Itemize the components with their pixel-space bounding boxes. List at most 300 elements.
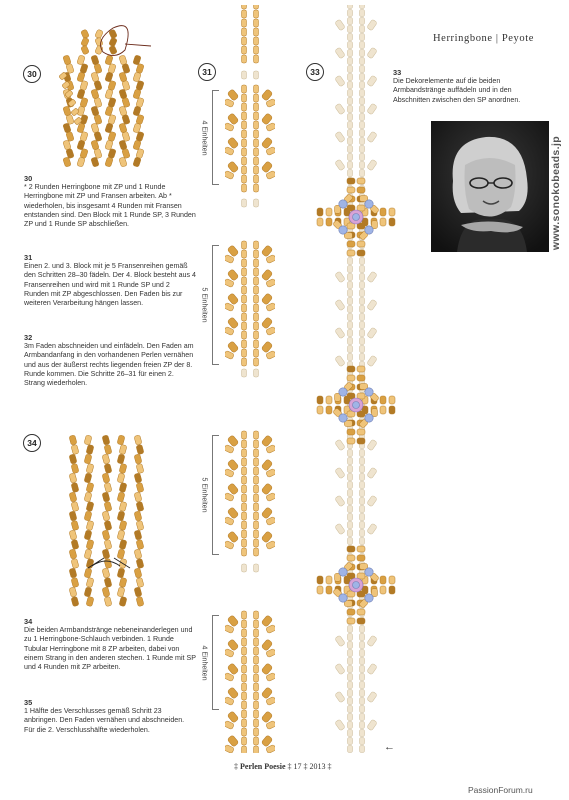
spine-bead [242, 521, 247, 529]
spine-bead [254, 710, 259, 718]
bead [84, 568, 92, 578]
crystal-bead [365, 226, 373, 234]
fringe-bead [227, 531, 239, 543]
fringe-bead [227, 137, 239, 149]
spine-bead [254, 286, 259, 294]
spine-bead [254, 503, 259, 511]
crystal-bead [339, 226, 347, 234]
spine-bead [254, 629, 259, 637]
fringe-bead [261, 615, 273, 627]
strand-bead [360, 282, 365, 289]
spine-bead [242, 157, 247, 165]
crystal-bead [365, 388, 373, 396]
strand-bead [360, 258, 365, 265]
strand-bead [348, 346, 353, 353]
strand-bead [348, 114, 353, 121]
spine-bead [242, 665, 247, 673]
bead [69, 530, 77, 540]
fringe-bead [367, 47, 378, 59]
step-marker-33: 33 [306, 63, 324, 81]
spine-bead [242, 148, 247, 156]
strand-bead [348, 282, 353, 289]
spine-bead [254, 37, 259, 45]
fringe-bead [261, 639, 273, 651]
strand-bead [348, 474, 353, 481]
strand-bead [360, 346, 365, 353]
strand-bead [348, 338, 353, 345]
fringe-bead [367, 19, 378, 31]
strand-bead [348, 522, 353, 529]
strand-bead [360, 634, 365, 641]
bead [109, 37, 118, 47]
strand-bead [360, 66, 365, 73]
strand-bead [348, 498, 353, 505]
spine-bead [254, 241, 259, 249]
strand-bead [348, 514, 353, 521]
decor-bead [326, 586, 332, 594]
strand-bead [360, 714, 365, 721]
spine-bead [242, 611, 247, 619]
spine-bead [242, 184, 247, 192]
crystal-bead [339, 388, 347, 396]
bead [119, 520, 127, 530]
spine-bead [242, 683, 247, 691]
spine-bead [254, 692, 259, 700]
seed-bead [242, 369, 247, 377]
fringe-bead [335, 131, 346, 143]
decor-bead [326, 396, 332, 404]
fringe-bead [335, 495, 346, 507]
strand-bead [348, 122, 353, 129]
spine-bead [242, 250, 247, 258]
spine-bead [254, 485, 259, 493]
spine-bead [242, 5, 247, 9]
spine-bead [242, 268, 247, 276]
bead [84, 549, 92, 559]
bead [86, 539, 94, 549]
strand-bead [348, 266, 353, 273]
decor-bead [317, 396, 323, 404]
issue-year: 2013 [309, 762, 326, 771]
fringe-bead [367, 271, 378, 283]
strand-bead [360, 146, 365, 153]
spine-bead [254, 539, 259, 547]
spine-bead [242, 701, 247, 709]
spine-bead [254, 638, 259, 646]
fringe-bead [367, 355, 378, 367]
bead [119, 463, 127, 473]
bead [134, 492, 142, 502]
fringe-bead [335, 47, 346, 59]
strand-bead [360, 506, 365, 513]
bead [134, 435, 142, 445]
fringe-bead [335, 467, 346, 479]
fringe-bead [261, 459, 273, 471]
bead [71, 482, 79, 492]
spine-bead [242, 313, 247, 321]
spine-bead [254, 737, 259, 745]
bead [84, 530, 92, 540]
bead [134, 454, 142, 464]
step-marker-34: 34 [23, 434, 41, 452]
seed-bead [254, 369, 259, 377]
strand-bead [360, 5, 365, 9]
step-33-text: 33 Die Dekorelemente auf die beiden Armbandstränge auffädeln und in den Abschnitten zwischen den SP anordnen. [393, 68, 521, 104]
strand-bead [360, 18, 365, 25]
spine-bead [254, 259, 259, 267]
strand-bead [360, 130, 365, 137]
fringe-bead [261, 341, 273, 353]
spine-bead [254, 10, 259, 18]
strand-bead [348, 466, 353, 473]
bead [117, 473, 125, 483]
strand-bead [348, 146, 353, 153]
fringe-bead [335, 103, 346, 115]
spine-bead [242, 241, 247, 249]
bead [134, 530, 142, 540]
strand-bead [360, 74, 365, 81]
spine-bead [242, 55, 247, 63]
strand-bead [360, 10, 365, 17]
step-marker-31: 31 [198, 63, 216, 81]
bead [86, 596, 94, 606]
fringe-bead [335, 271, 346, 283]
strand-bead [348, 738, 353, 745]
seed-bead [254, 564, 259, 572]
strand-bead [360, 274, 365, 281]
bead [69, 492, 77, 502]
spine-bead [254, 184, 259, 192]
strand-bead [360, 738, 365, 745]
spine-bead [254, 268, 259, 276]
spine-bead [242, 692, 247, 700]
strand-bead [360, 154, 365, 161]
fringe-bead [335, 719, 346, 731]
fringe-bead [261, 245, 273, 257]
fringe-bead [227, 161, 239, 173]
spine-bead [254, 5, 259, 9]
fringe-bead [227, 711, 239, 723]
decor-bead [357, 438, 365, 444]
bead [117, 549, 125, 559]
spine-bead [254, 674, 259, 682]
bead [84, 511, 92, 521]
strand-bead [348, 658, 353, 665]
strand-bead [348, 730, 353, 737]
decor-bead [389, 396, 395, 404]
spine-bead [242, 647, 247, 655]
step-31-text: 31 Einen 2. und 3. Block mit je 5 Fransenreihen gemäß den Schritten 28–30 fädeln. Der 4. Block besteht aus 4 Fransenreihen und wird mit 1 Runde SP und 2 Runden mit ZP abgeschlossen. Den Faden bis zur weiteren Verarbeitung hängen lassen. [24, 253, 196, 308]
fringe-bead [261, 293, 273, 305]
bead [119, 482, 127, 492]
spine-bead [242, 485, 247, 493]
spine-bead [242, 620, 247, 628]
bead [84, 587, 92, 597]
author-photo [431, 121, 549, 252]
spine-bead [254, 665, 259, 673]
strand-bead [360, 122, 365, 129]
spine-bead [254, 656, 259, 664]
fringe-bead [335, 663, 346, 675]
strand-bead [348, 138, 353, 145]
bead [71, 444, 79, 454]
bead [71, 463, 79, 473]
strand-bead [360, 314, 365, 321]
bead [86, 520, 94, 530]
spine-bead [242, 467, 247, 475]
spine-bead [242, 746, 247, 753]
strand-bead [348, 58, 353, 65]
bead [117, 568, 125, 578]
spine-bead [254, 112, 259, 120]
strand-bead [360, 682, 365, 689]
decor-bead [380, 218, 386, 226]
bead [69, 568, 77, 578]
seed-bead [242, 71, 247, 79]
fringe-bead [261, 269, 273, 281]
spine-bead [242, 37, 247, 45]
fringe-bead [367, 131, 378, 143]
strand-bead [348, 530, 353, 537]
strand-bead [360, 98, 365, 105]
bead [109, 45, 118, 55]
center-crystal [353, 582, 360, 589]
decor-bead [347, 187, 355, 193]
strand-bead [348, 354, 353, 361]
page-footer: ‡ Perlen Poesie ‡ 17 ‡ 2013 ‡ [234, 762, 332, 771]
bead [104, 444, 112, 454]
spine-bead [242, 103, 247, 111]
strand-bead [360, 138, 365, 145]
bead [71, 558, 79, 568]
strand-bead [348, 650, 353, 657]
bead [69, 435, 77, 445]
bead [71, 501, 79, 511]
spine-bead [242, 19, 247, 27]
decor-bead [357, 178, 365, 184]
fringe-bead [261, 317, 273, 329]
strand-bead [348, 74, 353, 81]
bead [136, 577, 144, 587]
fringe-bead [367, 299, 378, 311]
strand-bead [348, 690, 353, 697]
spine-bead [254, 250, 259, 258]
spine-bead [242, 728, 247, 736]
bead [84, 435, 92, 445]
spine-bead [242, 512, 247, 520]
decor-bead [317, 218, 323, 226]
fringe-bead [261, 483, 273, 495]
bead [136, 501, 144, 511]
spine-bead [254, 728, 259, 736]
strand-bead [360, 306, 365, 313]
fringe-bead [261, 687, 273, 699]
unit-label: 5 Einheiten [200, 287, 208, 323]
strand-bead [360, 338, 365, 345]
bead [86, 444, 94, 454]
spine-bead [242, 530, 247, 538]
bead [84, 473, 92, 483]
strand-bead [360, 522, 365, 529]
strand-bead [360, 322, 365, 329]
strand-bead [360, 458, 365, 465]
strand-bead [360, 474, 365, 481]
unit-bracket [212, 90, 219, 185]
spine-bead [242, 139, 247, 147]
step-30-text: 30 * 2 Runden Herringbone mit ZP und 1 Runde Herringbone mit ZP und Fransen arbeiten. Ab * wiederholen, bis insgesamt 4 Runden mit Fransen entstanden sind. Den Block mit 1 Runde SP, 3 Runden ZP und 1 Runde SP abschließen. [24, 174, 196, 229]
strand-bead [348, 274, 353, 281]
strand-bead [348, 490, 353, 497]
crystal-bead [339, 200, 347, 208]
strand-bead [348, 714, 353, 721]
decor-bead [357, 250, 365, 256]
spine-bead [254, 548, 259, 556]
strand-bead [360, 466, 365, 473]
strand-bead [360, 26, 365, 33]
fringe-bead [335, 75, 346, 87]
beadwork-diagram-34 [58, 432, 156, 614]
step-marker-30: 30 [23, 65, 41, 83]
decor-bead [347, 366, 355, 372]
decor-bead [357, 429, 365, 435]
fringe-bead [367, 691, 378, 703]
fringe-bead [227, 341, 239, 353]
decor-bead [389, 208, 395, 216]
decor-bead [347, 609, 355, 615]
bead [136, 463, 144, 473]
decor-bead [347, 241, 355, 247]
spine-bead [254, 458, 259, 466]
spine-bead [254, 340, 259, 348]
bead [81, 37, 90, 47]
bead [81, 29, 90, 39]
strand-bead [360, 58, 365, 65]
spine-bead [254, 157, 259, 165]
fringe-bead [227, 269, 239, 281]
strand-bead [360, 690, 365, 697]
bead [102, 587, 110, 597]
fringe-bead [335, 691, 346, 703]
spine-bead [242, 638, 247, 646]
fringe-bead [367, 103, 378, 115]
bead [119, 577, 127, 587]
strand-bead [348, 258, 353, 265]
bead [69, 587, 77, 597]
spine-bead [254, 130, 259, 138]
bead [102, 473, 110, 483]
bead [71, 596, 79, 606]
bead [104, 539, 112, 549]
seed-bead [242, 564, 247, 572]
decor-bead [389, 576, 395, 584]
bead [86, 463, 94, 473]
bead [81, 45, 90, 55]
spine-bead [242, 259, 247, 267]
spine-bead [254, 46, 259, 54]
fringe-bead [261, 113, 273, 125]
center-crystal [353, 402, 360, 409]
spine-bead [242, 277, 247, 285]
fringe-bead [261, 735, 273, 747]
spine-bead [254, 55, 259, 63]
spine-bead [242, 295, 247, 303]
spine-bead [242, 539, 247, 547]
bead [104, 463, 112, 473]
bead [117, 435, 125, 445]
step-35-text: 35 1 Hälfte des Verschlusses gemäß Schritt 23 anbringen. Den Faden vernähen und abschneiden. Für die 2. Verschlusshälfte wiederholen. [24, 698, 185, 734]
bead [71, 577, 79, 587]
bead [104, 577, 112, 587]
bead [86, 482, 94, 492]
decor-bead [347, 618, 355, 624]
bead [134, 511, 142, 521]
strand-bead [348, 82, 353, 89]
spine-bead [242, 494, 247, 502]
strand-bead [348, 18, 353, 25]
strand-bead [360, 650, 365, 657]
strand-bead [360, 706, 365, 713]
bead [102, 530, 110, 540]
fringe-bead [367, 719, 378, 731]
strand-bead [360, 746, 365, 753]
bead [119, 539, 127, 549]
spine-bead [242, 340, 247, 348]
spine-bead [242, 476, 247, 484]
bead [77, 157, 85, 167]
spine-bead [254, 277, 259, 285]
fringe-bead [367, 327, 378, 339]
spine-bead [254, 322, 259, 330]
strand-bead [360, 730, 365, 737]
decor-bead [317, 406, 323, 414]
fringe-bead [367, 663, 378, 675]
bead [86, 577, 94, 587]
fringe-bead [227, 113, 239, 125]
bead [102, 568, 110, 578]
strand-bead [360, 530, 365, 537]
fringe-bead [227, 735, 239, 747]
spine-bead [242, 286, 247, 294]
strand-bead [360, 330, 365, 337]
bead [102, 549, 110, 559]
strand-bead [348, 5, 353, 9]
strand-bead [360, 538, 365, 545]
spine-bead [254, 530, 259, 538]
spine-bead [254, 521, 259, 529]
watermark-url: www.sonokobeads.jp [550, 135, 562, 251]
strand-bead [360, 50, 365, 57]
decor-bead [389, 586, 395, 594]
decor-bead [347, 438, 355, 444]
bead [104, 596, 112, 606]
bead [119, 596, 127, 606]
strand-bead [348, 170, 353, 177]
decor-bead [347, 429, 355, 435]
strand-bead [348, 90, 353, 97]
spine-bead [254, 304, 259, 312]
strand-bead [348, 722, 353, 729]
fringe-bead [335, 355, 346, 367]
spine-bead [254, 175, 259, 183]
fringe-bead [227, 293, 239, 305]
strand-bead [348, 674, 353, 681]
fringe-bead [227, 435, 239, 447]
strand-bead [348, 666, 353, 673]
strand-bead [348, 298, 353, 305]
strand-bead [360, 514, 365, 521]
bead [105, 157, 113, 167]
fringe-bead [227, 615, 239, 627]
